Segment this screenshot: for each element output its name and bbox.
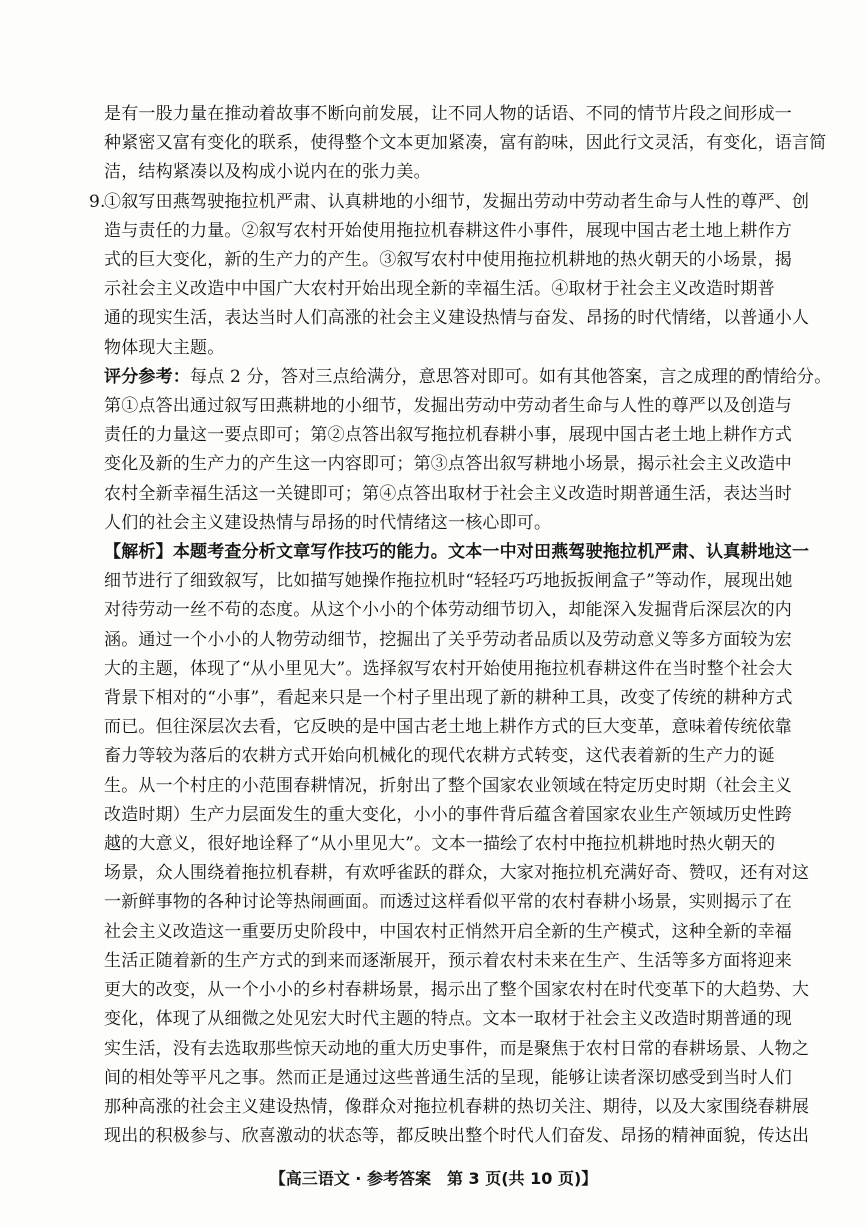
text-line: 示社会主义改造中中国广大农村开始出现全新的幸福生活。④取材于社会主义改造时期普 [104, 279, 775, 300]
scoring-reference [104, 363, 832, 538]
scoring-first-line [104, 363, 832, 392]
analysis-label: 【解析】 [104, 542, 173, 563]
question-number: 9. [89, 191, 106, 212]
text-line: 通的现实生活，表达当时人们高涨的社会主义建设热情与奋发、昂扬的时代情绪，以普通小人 [104, 308, 810, 329]
text-line: 改造时期）生产力层面发生的重大变化，小小的事件背后蕴含着国家农业生产领域历史性跨 [104, 804, 792, 825]
analysis-first-line [104, 538, 810, 567]
text-line: 背景下相对的“小事”，看起来只是一个村子里出现了新的耕种工具，改变了传统的耕种方式 [104, 688, 793, 709]
text-line: 责任的力量这一要点即可；第②点答出叙写拖拉机春耕小事，展现中国古老土地上耕作方式 [104, 425, 792, 446]
page-content [89, 100, 832, 1151]
text-line: 场景，众人围绕着拖拉机春耕，有欢呼雀跃的群众，大家对拖拉机充满好奇、赞叹，还有对这 [104, 863, 810, 884]
question-9-answer [89, 188, 810, 363]
text-line: ①叙写田燕驾驶拖拉机严肃、认真耕地的小细节，发掘出劳动中劳动者生命与人性的尊严、创 [104, 191, 810, 212]
analysis-section [104, 538, 810, 1151]
analysis-intro: 本题考查分析文章写作技巧的能力。文本一中对田燕驾驶拖拉机严肃、认真耕地这一 [172, 542, 810, 563]
scoring-label: 评分参考： [104, 366, 190, 387]
text-line: 越的大意义，很好地诠释了“从小里见大”。文本一描绘了农村中拖拉机耕地时热火朝天的 [104, 834, 776, 855]
text-line: 种紧密又富有变化的联系，使得整个文本更加紧凑，富有韵味，因此行文灵活，有变化，语言简 [104, 133, 827, 154]
text-line: 对待劳动一丝不苟的态度。从这个小小的个体劳动细节切入，却能深入发掘背后深层次的内 [104, 600, 792, 621]
page-footer: 【高三语文 · 参考答案 第 3 页(共 10 页)】 [269, 1169, 598, 1188]
text-line: 造与责任的力量。②叙写农村开始使用拖拉机春耕这件小事件，展现中国古老土地上耕作方 [104, 220, 792, 241]
text-line: 变化及新的生产力的产生这一内容即可；第③点答出叙写耕地小场景，揭示社会主义改造中 [104, 454, 792, 475]
text-line: 变化，体现了从细微之处见宏大时代主题的特点。文本一取材于社会主义改造时期普通的现 [104, 1009, 792, 1030]
text-line: 现出的积极参与、欣喜激动的状态等，都反映出整个时代人们奋发、昂扬的精神面貌，传达出 [104, 1126, 810, 1147]
intro-paragraph [104, 100, 827, 188]
text-line: 第①点答出通过叙写田燕耕地的小细节，发掘出劳动中劳动者生命与人性的尊严以及创造与 [104, 396, 792, 417]
text-line: 大的主题，体现了“从小里见大”。选择叙写农村开始使用拖拉机春耕这件在当时整个社会大 [104, 658, 793, 679]
text-line: 细节进行了细致叙写，比如描写她操作拖拉机时“轻轻巧巧地扳扳闸盒子”等动作，展现出她 [104, 571, 793, 592]
scoring-text: 每点 2 分，答对三点给满分，意思答对即可。如有其他答案，言之成理的酌情给分。 [190, 366, 832, 387]
text-line: 实生活，没有去选取那些惊天动地的重大历史事件，而是聚焦于农村日常的春耕场景、人物之 [104, 1038, 810, 1059]
text-line: 人们的社会主义建设热情与昂扬的时代情绪这一核心即可。 [104, 512, 552, 533]
text-line: 而已。但往深层次去看，它反映的是中国古老土地上耕作方式的巨大变革，意味着传统依靠 [104, 717, 792, 738]
text-line: 生。从一个村庄的小范围春耕情况，折射出了整个国家农业领域在特定历史时期（社会主义 [104, 775, 792, 796]
text-line: 更大的改变，从一个小小的乡村春耕场景，揭示出了整个国家农村在时代变革下的大趋势、大 [104, 980, 810, 1001]
text-line: 社会主义改造这一重要历史阶段中，中国农村正悄然开启全新的生产模式，这种全新的幸福 [104, 921, 792, 942]
text-line: 式的巨大变化，新的生产力的产生。③叙写农村中使用拖拉机耕地的热火朝天的小场景，揭 [104, 250, 792, 271]
text-line: 间的相处等平凡之事。然而正是通过这些普通生活的呈现，能够让读者深切感受到当时人们 [104, 1067, 792, 1088]
text-line: 物体现大主题。 [104, 337, 225, 358]
text-line: 是有一股力量在推动着故事不断向前发展，让不同人物的话语、不同的情节片段之间形成一 [104, 104, 792, 124]
text-line: 那种高涨的社会主义建设热情，像群众对拖拉机春耕的热切关注、期待，以及大家围绕春耕展 [104, 1096, 810, 1117]
text-line: 一新鲜事物的各种讨论等热闹画面。而透过这样看似平常的农村春耕小场景，实则揭示了在 [104, 892, 792, 913]
text-line: 畜力等较为落后的农耕方式开始向机械化的现代农耕方式转变，这代表着新的生产力的诞 [104, 746, 775, 767]
text-line: 洁，结构紧凑以及构成小说内在的张力美。 [104, 162, 431, 183]
text-line: 农村全新幸福生活这一关键即可；第④点答出取材于社会主义改造时期普通生活，表达当时 [104, 483, 792, 504]
text-line: 生活正随着新的生产方式的到来而逐渐展开，预示着农村未来在生产、生活等多方面将迎来 [104, 950, 792, 971]
text-line: 涵。通过一个小小的人物劳动细节，挖掘出了关乎劳动者品质以及劳动意义等多方面较为宏 [104, 629, 792, 650]
